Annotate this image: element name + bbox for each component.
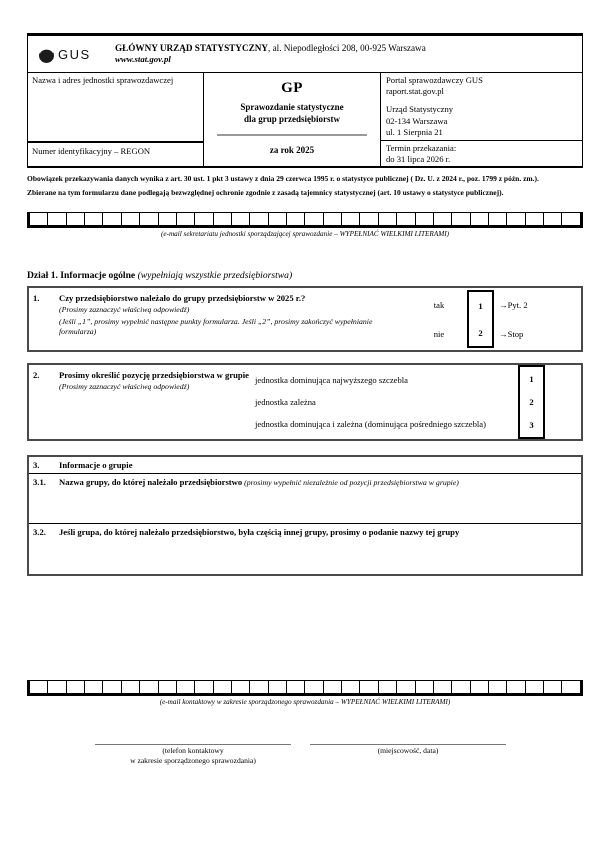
comb-cell[interactable] <box>103 213 121 225</box>
answer-code-2[interactable]: 2 <box>478 327 483 338</box>
goto-stop: →Stop <box>499 328 524 339</box>
form-title <box>204 102 380 125</box>
comb-cell[interactable] <box>544 681 562 693</box>
comb-cell[interactable] <box>471 213 489 225</box>
reporting-unit-label: Nazwa i adres jednostki sprawozdawczej <box>32 75 174 85</box>
phone-field-line <box>95 744 291 745</box>
portal-address-cell <box>381 73 582 140</box>
comb-cell[interactable] <box>434 681 452 693</box>
comb-cell[interactable] <box>397 213 415 225</box>
comb-cell[interactable] <box>269 213 287 225</box>
office-title-block <box>115 43 426 65</box>
reporting-unit-field[interactable] <box>28 73 203 141</box>
question-1-box <box>27 286 583 352</box>
comb-cell[interactable] <box>360 681 378 693</box>
phone-field[interactable] <box>95 744 291 767</box>
comb-cell[interactable] <box>30 213 48 225</box>
portal-line1: Portal sprawozdawczy GUS <box>386 75 483 85</box>
question-1-code-box[interactable] <box>467 290 494 348</box>
gus-logo-icon <box>37 45 56 64</box>
comb-cell[interactable] <box>250 681 268 693</box>
footer-fields <box>27 744 583 767</box>
comb-cell[interactable] <box>452 681 470 693</box>
comb-cell[interactable] <box>122 213 140 225</box>
office-name: GŁÓWNY URZĄD STATYSTYCZNY <box>115 42 268 53</box>
question-32-title: Jeśli grupa, do której należało przedsiębiorstwo, była częścią innej grupy, prosimy o podanie nazwy tej grupy <box>59 527 460 537</box>
comb-cell[interactable] <box>214 681 232 693</box>
question-2-options <box>255 365 518 439</box>
email-input-bottom[interactable] <box>27 680 583 696</box>
deadline-cell <box>381 140 582 167</box>
comb-cell[interactable] <box>324 213 342 225</box>
question-2-title: Prosimy określić pozycję przedsiębiorstwa w grupie <box>59 370 249 380</box>
place-date-field[interactable] <box>310 744 506 767</box>
question-2-note: (Prosimy zaznaczyć właściwą odpowiedź) <box>59 382 190 391</box>
comb-cell[interactable] <box>489 681 507 693</box>
form-title-divider <box>217 134 367 136</box>
comb-cell[interactable] <box>379 213 397 225</box>
comb-cell[interactable] <box>471 681 489 693</box>
answer-label-nie: nie <box>433 328 445 339</box>
comb-cell[interactable] <box>85 681 103 693</box>
question-31-number: 3.1. <box>33 477 46 487</box>
question-1-number: 1. <box>33 293 40 303</box>
office-name-line <box>115 43 426 55</box>
email-band-bottom-caption: (e-mail kontaktowy w zakresie sporządzonego sprawozdania – WYPEŁNIAĆ WIELKIMI LITERAMI) <box>159 698 451 706</box>
question-3-header-row <box>29 457 581 474</box>
regon-label: Numer identyfikacyjny – REGON <box>32 146 151 156</box>
question-1-note2: (Jeśli „1”, prosimy wypełnić następne punkty formularza. Jeśli „2”, prosimy zakończyć wypełnianie formularza) <box>59 317 373 337</box>
option-zalezna: jednostka zależna <box>255 397 316 407</box>
option-code-1[interactable]: 1 <box>529 373 534 384</box>
question-3-box <box>27 455 583 576</box>
comb-cell[interactable] <box>305 213 323 225</box>
comb-cell[interactable] <box>159 681 177 693</box>
comb-cell[interactable] <box>342 213 360 225</box>
question-32-number: 3.2. <box>33 527 46 537</box>
comb-cell[interactable] <box>103 681 121 693</box>
comb-cell[interactable] <box>67 681 85 693</box>
place-date-field-line <box>310 744 506 745</box>
question-32-row[interactable] <box>29 524 581 574</box>
form-symbol: GP <box>281 80 303 96</box>
form-title-column <box>204 73 381 166</box>
comb-cell[interactable] <box>434 213 452 225</box>
comb-cell[interactable] <box>397 681 415 693</box>
question-3-title: Informacje o grupie <box>59 460 133 470</box>
form-title-line1: Sprawozdanie statystyczne <box>240 102 344 112</box>
comb-cell[interactable] <box>232 213 250 225</box>
comb-cell[interactable] <box>30 681 48 693</box>
comb-cell[interactable] <box>195 681 213 693</box>
portal-line2: raport.stat.gov.pl <box>386 86 444 97</box>
comb-cell[interactable] <box>379 681 397 693</box>
header-table <box>27 33 583 168</box>
question-31-text <box>59 477 581 523</box>
office-address: , al. Niepodległości 208, 00-925 Warszawa <box>267 42 426 53</box>
option-code-3[interactable]: 3 <box>529 420 534 431</box>
comb-cell[interactable] <box>507 681 525 693</box>
legal-paragraph-2: Zbierane na tym formularzu dane podlegają bezwzględnej ochronie zgodnie z zasadą tajemnicy statystycznej (art. 10 ustawy o statystyce publicznej). <box>27 187 504 197</box>
email-band-top-caption: (e-mail sekretariatu jednostki sporządzającej sprawozdanie – WYPEŁNIAĆ WIELKIMI LITERAMI) <box>160 230 449 238</box>
header-left-column <box>28 73 204 166</box>
comb-cell[interactable] <box>48 213 66 225</box>
statistical-office-address <box>386 104 577 138</box>
question-1-title: Czy przedsiębiorstwo należało do grupy przedsiębiorstw w 2025 r.? <box>59 293 306 303</box>
form-title-line2: dla grup przedsiębiorstw <box>243 113 340 124</box>
comb-cell[interactable] <box>177 213 195 225</box>
comb-cell[interactable] <box>526 213 544 225</box>
section1-heading <box>27 270 583 281</box>
email-input-top[interactable] <box>27 212 583 228</box>
question-1-text <box>59 293 411 346</box>
comb-cell[interactable] <box>232 681 250 693</box>
comb-cell[interactable] <box>287 681 305 693</box>
comb-cell[interactable] <box>342 681 360 693</box>
question-31-note: (prosimy wypełnić niezależnie od pozycji przedsiębiorstwa w grupie) <box>242 478 459 487</box>
goto-pyt2: →Pyt. 2 <box>499 299 528 310</box>
header-right-column <box>381 73 582 166</box>
comb-cell[interactable] <box>85 213 103 225</box>
comb-cell[interactable] <box>159 213 177 225</box>
comb-cell[interactable] <box>452 213 470 225</box>
gus-logo <box>37 45 101 64</box>
question-31-title: Nazwa grupy, do której należało przedsiębiorstwo <box>59 477 243 487</box>
option-dominujaca: jednostka dominująca najwyższego szczebla <box>255 375 408 385</box>
comb-cell[interactable] <box>544 213 562 225</box>
question-2-code-box[interactable] <box>518 365 545 439</box>
question-1-answer-labels <box>411 290 467 348</box>
legal-notice <box>27 174 583 198</box>
phone-caption-line1: (telefon kontaktowy <box>162 746 224 755</box>
comb-cell[interactable] <box>305 681 323 693</box>
comb-cell[interactable] <box>416 213 434 225</box>
comb-cell[interactable] <box>140 213 158 225</box>
section1-heading-note: (wypełniają wszystkie przedsiębiorstwa) <box>135 270 293 281</box>
office-website: www.stat.gov.pl <box>115 54 171 65</box>
comb-cell[interactable] <box>562 681 579 693</box>
option-dominujaca-zalezna: jednostka dominująca i zależna (dominująca pośredniego szczebla) <box>255 419 486 429</box>
comb-cell[interactable] <box>287 213 305 225</box>
question-2-number: 2. <box>33 370 40 380</box>
question-3-number: 3. <box>33 460 40 470</box>
place-date-caption: (miejscowość, data) <box>377 746 439 755</box>
office-unit-line1: Urząd Statystyczny <box>386 104 454 115</box>
comb-cell[interactable] <box>140 681 158 693</box>
legal-paragraph-1: Obowiązek przekazywania danych wynika z art. 30 ust. 1 pkt 3 ustawy z dnia 29 czerwca 1995 r. o statystyce publicznej ( Dz. U. z 2024 r., poz. 1799 z późn. zm.). <box>27 174 539 183</box>
comb-cell[interactable] <box>416 681 434 693</box>
question-31-row[interactable] <box>29 474 581 524</box>
form-year: za rok 2025 <box>269 145 315 156</box>
comb-cell[interactable] <box>269 681 287 693</box>
question-2-text <box>59 365 255 439</box>
comb-cell[interactable] <box>195 213 213 225</box>
comb-cell[interactable] <box>214 213 232 225</box>
question-1-note1: (Prosimy zaznaczyć właściwą odpowiedź) <box>59 305 190 314</box>
comb-cell[interactable] <box>360 213 378 225</box>
question-1-goto <box>494 290 575 348</box>
phone-field-caption <box>95 746 291 767</box>
answer-code-1[interactable]: 1 <box>478 300 483 311</box>
question-2-box <box>27 363 583 441</box>
section1-heading-title: Dział 1. Informacje ogólne <box>27 270 136 281</box>
option-code-2[interactable]: 2 <box>529 396 534 407</box>
header-logo-row <box>28 36 582 73</box>
comb-cell[interactable] <box>324 681 342 693</box>
header-info-row <box>28 73 582 166</box>
comb-cell[interactable] <box>562 213 579 225</box>
comb-cell[interactable] <box>67 213 85 225</box>
comb-cell[interactable] <box>526 681 544 693</box>
office-unit-line2: 02-134 Warszawa <box>386 115 448 126</box>
email-band-bottom <box>27 680 583 706</box>
comb-cell[interactable] <box>507 213 525 225</box>
question-1-answers <box>411 290 575 348</box>
comb-cell[interactable] <box>48 681 66 693</box>
deadline-value: do 31 lipca 2026 r. <box>386 154 451 165</box>
comb-cell[interactable] <box>177 681 195 693</box>
comb-cell[interactable] <box>122 681 140 693</box>
email-band-top <box>27 212 583 238</box>
office-unit-line3: ul. 1 Sierpnia 21 <box>386 126 443 137</box>
phone-caption-line2: w zakresie sporządzonego sprawozdania) <box>130 756 256 766</box>
regon-field[interactable] <box>28 141 203 166</box>
gus-logo-text: GUS <box>58 46 91 62</box>
comb-cell[interactable] <box>489 213 507 225</box>
deadline-label: Termin przekazania: <box>386 142 457 153</box>
answer-label-tak: tak <box>433 299 445 310</box>
comb-cell[interactable] <box>250 213 268 225</box>
